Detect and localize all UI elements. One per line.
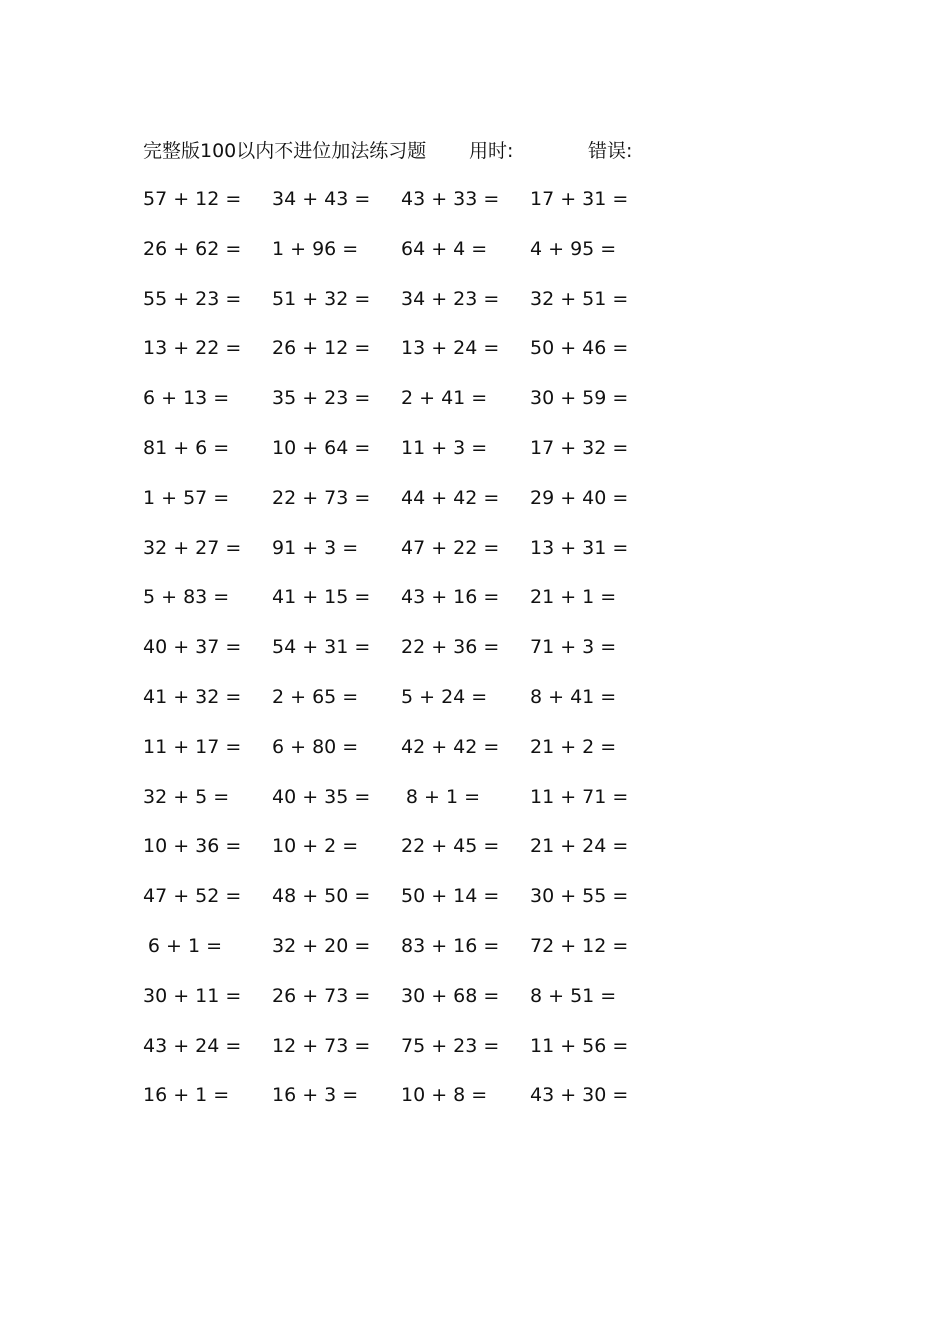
addition-problem: 22 + 73 = <box>272 486 371 509</box>
addition-problem: 51 + 32 = <box>272 287 371 310</box>
addition-problem: 11 + 3 = <box>401 436 488 459</box>
addition-problem: 55 + 23 = <box>143 287 242 310</box>
addition-problem: 41 + 32 = <box>143 685 242 708</box>
addition-problem: 30 + 59 = <box>530 387 629 410</box>
addition-problem: 5 + 83 = <box>143 586 230 609</box>
addition-problem: 26 + 12 = <box>272 337 371 360</box>
addition-problem: 8 + 1 = <box>405 785 481 808</box>
addition-problem: 11 + 56 = <box>530 1034 629 1057</box>
addition-problem: 43 + 16 = <box>401 586 500 609</box>
addition-problem: 1 + 57 = <box>143 486 230 509</box>
addition-problem: 13 + 24 = <box>401 337 500 360</box>
addition-problem: 71 + 3 = <box>530 636 617 659</box>
addition-problem: 54 + 31 = <box>272 636 371 659</box>
addition-problem: 43 + 24 = <box>143 1034 242 1057</box>
problem-row <box>143 236 663 286</box>
addition-problem: 16 + 3 = <box>272 1084 359 1107</box>
addition-problem: 10 + 64 = <box>272 436 371 459</box>
addition-problem: 29 + 40 = <box>530 486 629 509</box>
problem-row <box>143 833 663 883</box>
addition-problem: 83 + 16 = <box>401 934 500 957</box>
problem-row <box>143 684 663 734</box>
addition-problem: 64 + 4 = <box>401 237 488 260</box>
addition-problem: 6 + 13 = <box>143 387 230 410</box>
addition-problem: 2 + 65 = <box>272 685 359 708</box>
addition-problem: 21 + 1 = <box>530 586 617 609</box>
addition-problem: 32 + 27 = <box>143 536 242 559</box>
addition-problem: 8 + 51 = <box>530 984 617 1007</box>
problem-row <box>143 186 663 236</box>
addition-problem: 30 + 11 = <box>143 984 242 1007</box>
addition-problem: 13 + 31 = <box>530 536 629 559</box>
addition-problem: 17 + 32 = <box>530 436 629 459</box>
addition-problem: 1 + 96 = <box>272 237 359 260</box>
problem-row <box>143 1082 663 1132</box>
addition-problem: 32 + 20 = <box>272 934 371 957</box>
addition-problem: 42 + 42 = <box>401 735 500 758</box>
problem-row <box>143 784 663 834</box>
addition-problem: 40 + 35 = <box>272 785 371 808</box>
addition-problem: 10 + 8 = <box>401 1084 488 1107</box>
addition-problem: 34 + 43 = <box>272 188 371 210</box>
addition-problem: 48 + 50 = <box>272 885 371 908</box>
problem-row <box>143 286 663 336</box>
problem-row <box>143 535 663 585</box>
addition-problem: 35 + 23 = <box>272 387 371 410</box>
addition-problem: 75 + 23 = <box>401 1034 500 1057</box>
addition-problem: 30 + 55 = <box>530 885 629 908</box>
problem-row <box>143 883 663 933</box>
addition-problem: 13 + 22 = <box>143 337 242 360</box>
addition-problem: 43 + 30 = <box>530 1084 629 1107</box>
addition-problem: 26 + 73 = <box>272 984 371 1007</box>
problem-row <box>143 933 663 983</box>
addition-problem: 11 + 17 = <box>143 735 242 758</box>
problem-row <box>143 335 663 385</box>
addition-problem: 44 + 42 = <box>401 486 500 509</box>
addition-problem: 2 + 41 = <box>401 387 488 410</box>
error-label: 错误: <box>588 140 633 162</box>
problem-row <box>143 734 663 784</box>
addition-problem: 10 + 36 = <box>143 835 242 858</box>
addition-problem: 91 + 3 = <box>272 536 359 559</box>
problem-row <box>143 485 663 535</box>
addition-problem: 16 + 1 = <box>143 1084 230 1107</box>
addition-problem: 72 + 12 = <box>530 934 629 957</box>
addition-problem: 17 + 31 = <box>530 188 629 210</box>
addition-problem: 22 + 45 = <box>401 835 500 858</box>
problem-row <box>143 983 663 1033</box>
addition-problem: 6 + 80 = <box>272 735 359 758</box>
addition-problem: 57 + 12 = <box>143 188 242 210</box>
problem-row <box>143 435 663 485</box>
time-label: 用时: <box>469 140 514 162</box>
addition-problem: 32 + 5 = <box>143 785 230 808</box>
addition-problem: 32 + 51 = <box>530 287 629 310</box>
worksheet-title: 完整版100以内不进位加法练习题 <box>143 140 427 162</box>
addition-problem: 40 + 37 = <box>143 636 242 659</box>
addition-problem: 30 + 68 = <box>401 984 500 1007</box>
addition-problem: 34 + 23 = <box>401 287 500 310</box>
problem-row <box>143 1033 663 1083</box>
addition-problem: 6 + 1 = <box>147 934 223 957</box>
addition-problem: 47 + 22 = <box>401 536 500 559</box>
problem-row <box>143 634 663 684</box>
addition-problem: 10 + 2 = <box>272 835 359 858</box>
problem-grid <box>143 186 663 1132</box>
addition-problem: 50 + 46 = <box>530 337 629 360</box>
addition-problem: 5 + 24 = <box>401 685 488 708</box>
addition-problem: 43 + 33 = <box>401 188 500 210</box>
addition-problem: 22 + 36 = <box>401 636 500 659</box>
problem-row <box>143 385 663 435</box>
addition-problem: 21 + 24 = <box>530 835 629 858</box>
addition-problem: 50 + 14 = <box>401 885 500 908</box>
problem-row <box>143 584 663 634</box>
addition-problem: 41 + 15 = <box>272 586 371 609</box>
addition-problem: 81 + 6 = <box>143 436 230 459</box>
addition-problem: 8 + 41 = <box>530 685 617 708</box>
addition-problem: 26 + 62 = <box>143 237 242 260</box>
addition-problem: 21 + 2 = <box>530 735 617 758</box>
addition-problem: 4 + 95 = <box>530 237 617 260</box>
addition-problem: 12 + 73 = <box>272 1034 371 1057</box>
addition-problem: 11 + 71 = <box>530 785 629 808</box>
addition-problem: 47 + 52 = <box>143 885 242 908</box>
